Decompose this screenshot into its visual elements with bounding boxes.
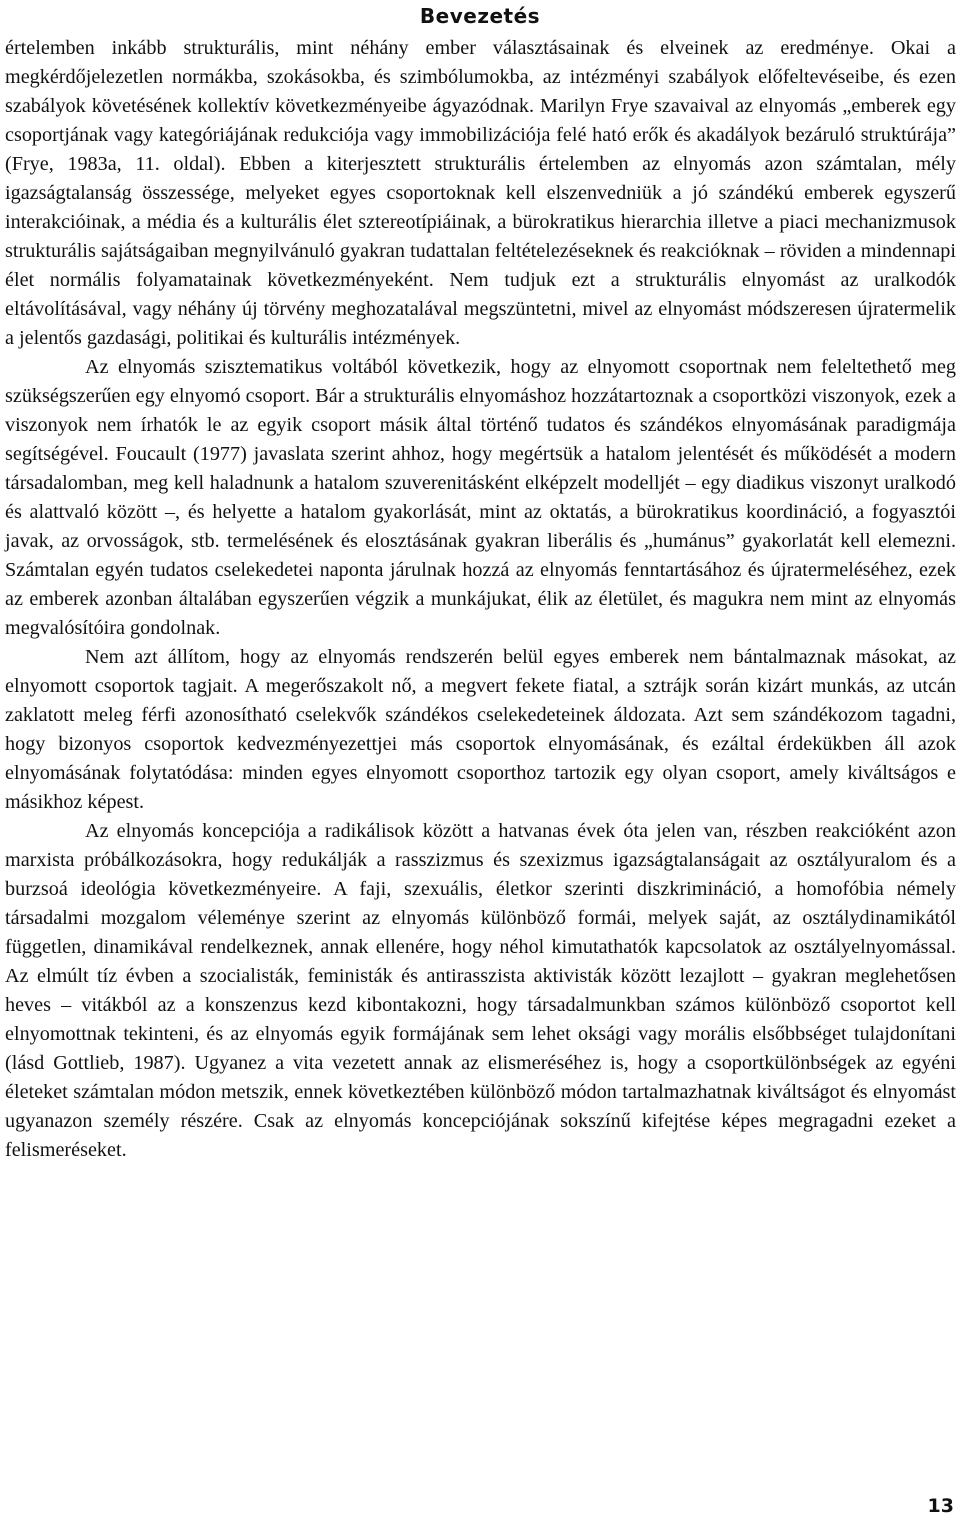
body-text (5, 34, 956, 1165)
paragraph-continued: értelemben inkább strukturális, mint néhány ember választásainak és elveinek az eredménye. Okai a megkérdőjelezetlen normákba, szokásokba, és szimbólumokba, az intézményi szabályok előfeltevéseibe, és ezen szabályok követésének kollektív következményeibe ágyazódnak. Marilyn Frye szavaival az elnyomás „emberek egy csoportjának vagy kategóriájának redukciója vagy immobilizációja felé ható erők és akadályok bezáruló struktúrája” (Frye, 1983a, 11. oldal). Ebben a kiterjesztett strukturális értelemben az elnyomás azon számtalan, mély igazságtalanság összessége, melyeket egyes csoportoknak kell elszenvedniük a jó szándékú emberek egyszerű interakcióinak, a média és a kulturális élet sztereotípiáinak, a bürokratikus hierarchia illetve a piaci mechanizmusok strukturális sajátságaiban megnyilvánuló gyakran tudattalan feltételezéseknek és reakcióknak – röviden a mindennapi élet normális folyamatainak következményeként. Nem tudjuk ezt a strukturális elnyomást az uralkodók eltávolításával, vagy néhány új törvény meghozatalával megszüntetni, mivel az elnyomást módszeresen újratermelik a jelentős gazdasági, politikai és kulturális intézmények. (5, 37, 956, 349)
paragraph-concept-history: Az elnyomás koncepciója a radikálisok között a hatvanas évek óta jelen van, részben reakcióként azon marxista próbálkozásokra, hogy redukálják a rasszizmus és szexizmus igazságtalanságait az osztályuralom és a burzsoá ideológia következményeire. A faji, szexuális, életkor szerinti diszkrimináció, a homofóbia némely társadalmi mozgalom véleménye szerint az elnyomás különböző formái, melyek saját, az osztálydinamikától független, dinamikával rendelkeznek, annak ellenére, hogy néhol kimutathatók kapcsolatok az osztályelnyomással. Az elmúlt tíz évben a szocialisták, feministák és antirasszista aktivisták között lezajlott – gyakran meglehetősen heves – vitákból az a konszenzus kezd kibontakozni, hogy társadalmunkban számos különböző csoportot kell elnyomottnak tekinteni, és az elnyomás egyik formájának sem lehet oksági vagy morális elsőbbséget tulajdonítani (lásd Gottlieb, 1987). Ugyanez a vita vezetett annak az elismeréséhez is, hogy a csoportkülönbségek az egyéni életeket számtalan módon metszik, ennek következtében különböző módon tartalmazhatnak kiváltságot és elnyomást ugyanazon személy részére. Csak az elnyomás koncepciójának sokszínű kifejtése képes megragadni ezeket a felismeréseket. (5, 820, 956, 1161)
running-title: Bevezetés (419, 4, 541, 28)
page-number: 13 (927, 1495, 954, 1517)
paragraph-systematic-oppression: Az elnyomás szisztematikus voltából következik, hogy az elnyomott csoportnak nem feleltethető meg szükségszerűen egy elnyomó csoport. Bár a strukturális elnyomáshoz hozzátartoznak a csoportközi viszonyok, ezek a viszonyok nem írhatók le az egyik csoport másik által történő tudatos és szándékos elnyomásának paradigmája segítségével. Foucault (1977) javaslata szerint ahhoz, hogy megértsük a hatalom jelentését és működését a modern társadalomban, meg kell haladnunk a hatalom szuverenitásként elképzelt modelljét – egy diadikus viszonyt uralkodó és alattvaló között –, és helyette a hatalom gyakorlását, mint az oktatás, a bürokratikus koordináció, a fogyasztói javak, az orvosságok, stb. termelésének és elosztásának gyakran liberális és „humánus” gyakorlatát kell elemezni. Számtalan egyén tudatos cselekedetei naponta járulnak hozzá az elnyomás fenntartásához és újratermeléséhez, ezek az emberek azonban általában egyszerűen végzik a munkájukat, élik az életület, és magukra nem mint az elnyomás megvalósítóira gondolnak. (5, 356, 956, 639)
paragraph-individual-agents: Nem azt állítom, hogy az elnyomás rendszerén belül egyes emberek nem bántalmaznak másokat, az elnyomott csoportok tagjait. A megerőszakolt nő, a megvert fekete fiatal, a sztrájk során kizárt munkás, az utcán zaklatott meleg férfi azonosítható cselekvők szándékos cselekedeteinek áldozata. Azt sem szándékozom tagadni, hogy bizonyos csoportok kedvezményezettjei más csoportok elnyomásának, és ezáltal érdekükben áll azok elnyomásának folytatódása: minden egyes elnyomott csoporthoz tartozik egy olyan csoport, amely kiváltságos e másikhoz képest. (5, 646, 956, 813)
